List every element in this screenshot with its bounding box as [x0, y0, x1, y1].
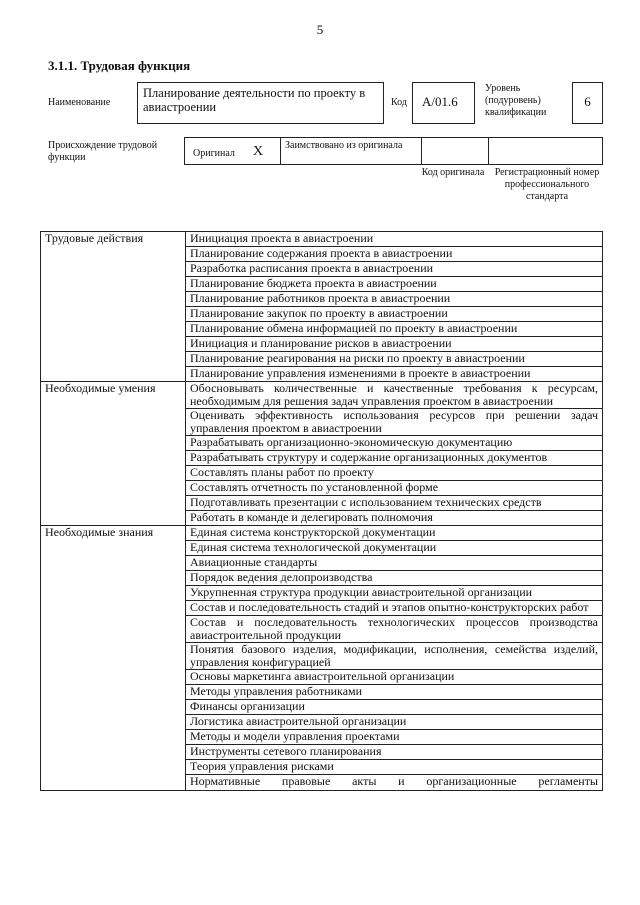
function-name-box	[137, 82, 384, 124]
section-title-cell: Необходимые умения	[41, 382, 186, 526]
list-item: Методы управления работниками	[186, 685, 603, 700]
code-label: Код	[391, 97, 407, 108]
table-row	[41, 526, 603, 541]
list-item: Разрабатывать структуру и содержание организационных документов	[186, 451, 603, 466]
origin-divider-1	[280, 137, 281, 165]
list-item: Подготавливать презентации с использованием технических средств	[186, 496, 603, 511]
list-item: Основы маркетинга авиастроительной организации	[186, 670, 603, 685]
list-item: Составлять планы работ по проекту	[186, 466, 603, 481]
table-row	[41, 382, 603, 409]
list-item: Единая система технологической документации	[186, 541, 603, 556]
list-item: Понятия базового изделия, модификации, исполнения, семейства изделий, управления конфигурацией	[186, 643, 603, 670]
original-label: Оригинал	[193, 148, 235, 159]
list-item: Методы и модели управления проектами	[186, 730, 603, 745]
origin-box	[184, 137, 603, 165]
function-name-value: Планирование деятельности по проекту в авиастроении	[143, 86, 366, 114]
list-item: Инициация и планирование рисков в авиастроении	[186, 337, 603, 352]
list-item: Финансы организации	[186, 700, 603, 715]
section-title-cell: Необходимые знания	[41, 526, 186, 791]
level-label: Уровень (подуровень) квалификации	[485, 83, 547, 118]
name-label: Наименование	[48, 97, 111, 108]
table-row	[41, 232, 603, 247]
list-item: Логистика авиастроительной организации	[186, 715, 603, 730]
code-original-caption: Код оригинала	[421, 167, 485, 178]
list-item: Укрупненная структура продукции авиастроительной организации	[186, 586, 603, 601]
list-item: Составлять отчетность по установленной форме	[186, 481, 603, 496]
origin-label: Происхождение трудовой функции	[48, 140, 158, 163]
page-number: 5	[316, 22, 324, 37]
level-value: 6	[584, 94, 591, 109]
list-item: Инициация проекта в авиастроении	[186, 232, 603, 247]
list-item: Авиационные стандарты	[186, 556, 603, 571]
list-item: Единая система конструкторской документации	[186, 526, 603, 541]
list-item: Планирование закупок по проекту в авиастроении	[186, 307, 603, 322]
list-item: Обосновывать количественные и качественные требования к ресурсам, необходимым для решения задач управления проектом в авиастроении	[186, 382, 603, 409]
level-box	[572, 82, 603, 124]
code-box	[412, 82, 475, 124]
list-item: Нормативные правовые акты и организационные регламенты	[186, 775, 603, 791]
list-item: Планирование работников проекта в авиастроении	[186, 292, 603, 307]
list-item: Планирование обмена информацией по проекту в авиастроении	[186, 322, 603, 337]
list-item: Инструменты сетевого планирования	[186, 745, 603, 760]
reg-number-caption: Регистрационный номер профессионального стандарта	[494, 167, 600, 202]
list-item: Работать в команде и делегировать полномочия	[186, 511, 603, 526]
list-item: Планирование бюджета проекта в авиастроении	[186, 277, 603, 292]
code-value: А/01.6	[422, 94, 458, 109]
list-item: Порядок ведения делопроизводства	[186, 571, 603, 586]
list-item: Планирование реагирования на риски по проекту в авиастроении	[186, 352, 603, 367]
list-item: Планирование управления изменениями в проекте в авиастроении	[186, 367, 603, 382]
function-details-table	[40, 231, 603, 791]
list-item: Теория управления рисками	[186, 760, 603, 775]
list-item: Состав и последовательность технологических процессов производства авиастроительной продукции	[186, 616, 603, 643]
section-title: 3.1.1. Трудовая функция	[48, 58, 191, 73]
list-item: Планирование содержания проекта в авиастроении	[186, 247, 603, 262]
section-title-cell: Трудовые действия	[41, 232, 186, 382]
original-mark: X	[253, 144, 264, 159]
list-item: Разработка расписания проекта в авиастроении	[186, 262, 603, 277]
page-bottom	[0, 851, 640, 905]
origin-divider-3	[488, 137, 489, 165]
list-item: Состав и последовательность стадий и этапов опытно-конструкторских работ	[186, 601, 603, 616]
origin-divider-2	[421, 137, 422, 165]
list-item: Разрабатывать организационно-экономическую документацию	[186, 436, 603, 451]
borrowed-label: Заимствовано из оригинала	[285, 140, 403, 151]
list-item: Оценивать эффективность использования ресурсов при решении задач управления проектом в авиастроении	[186, 409, 603, 436]
